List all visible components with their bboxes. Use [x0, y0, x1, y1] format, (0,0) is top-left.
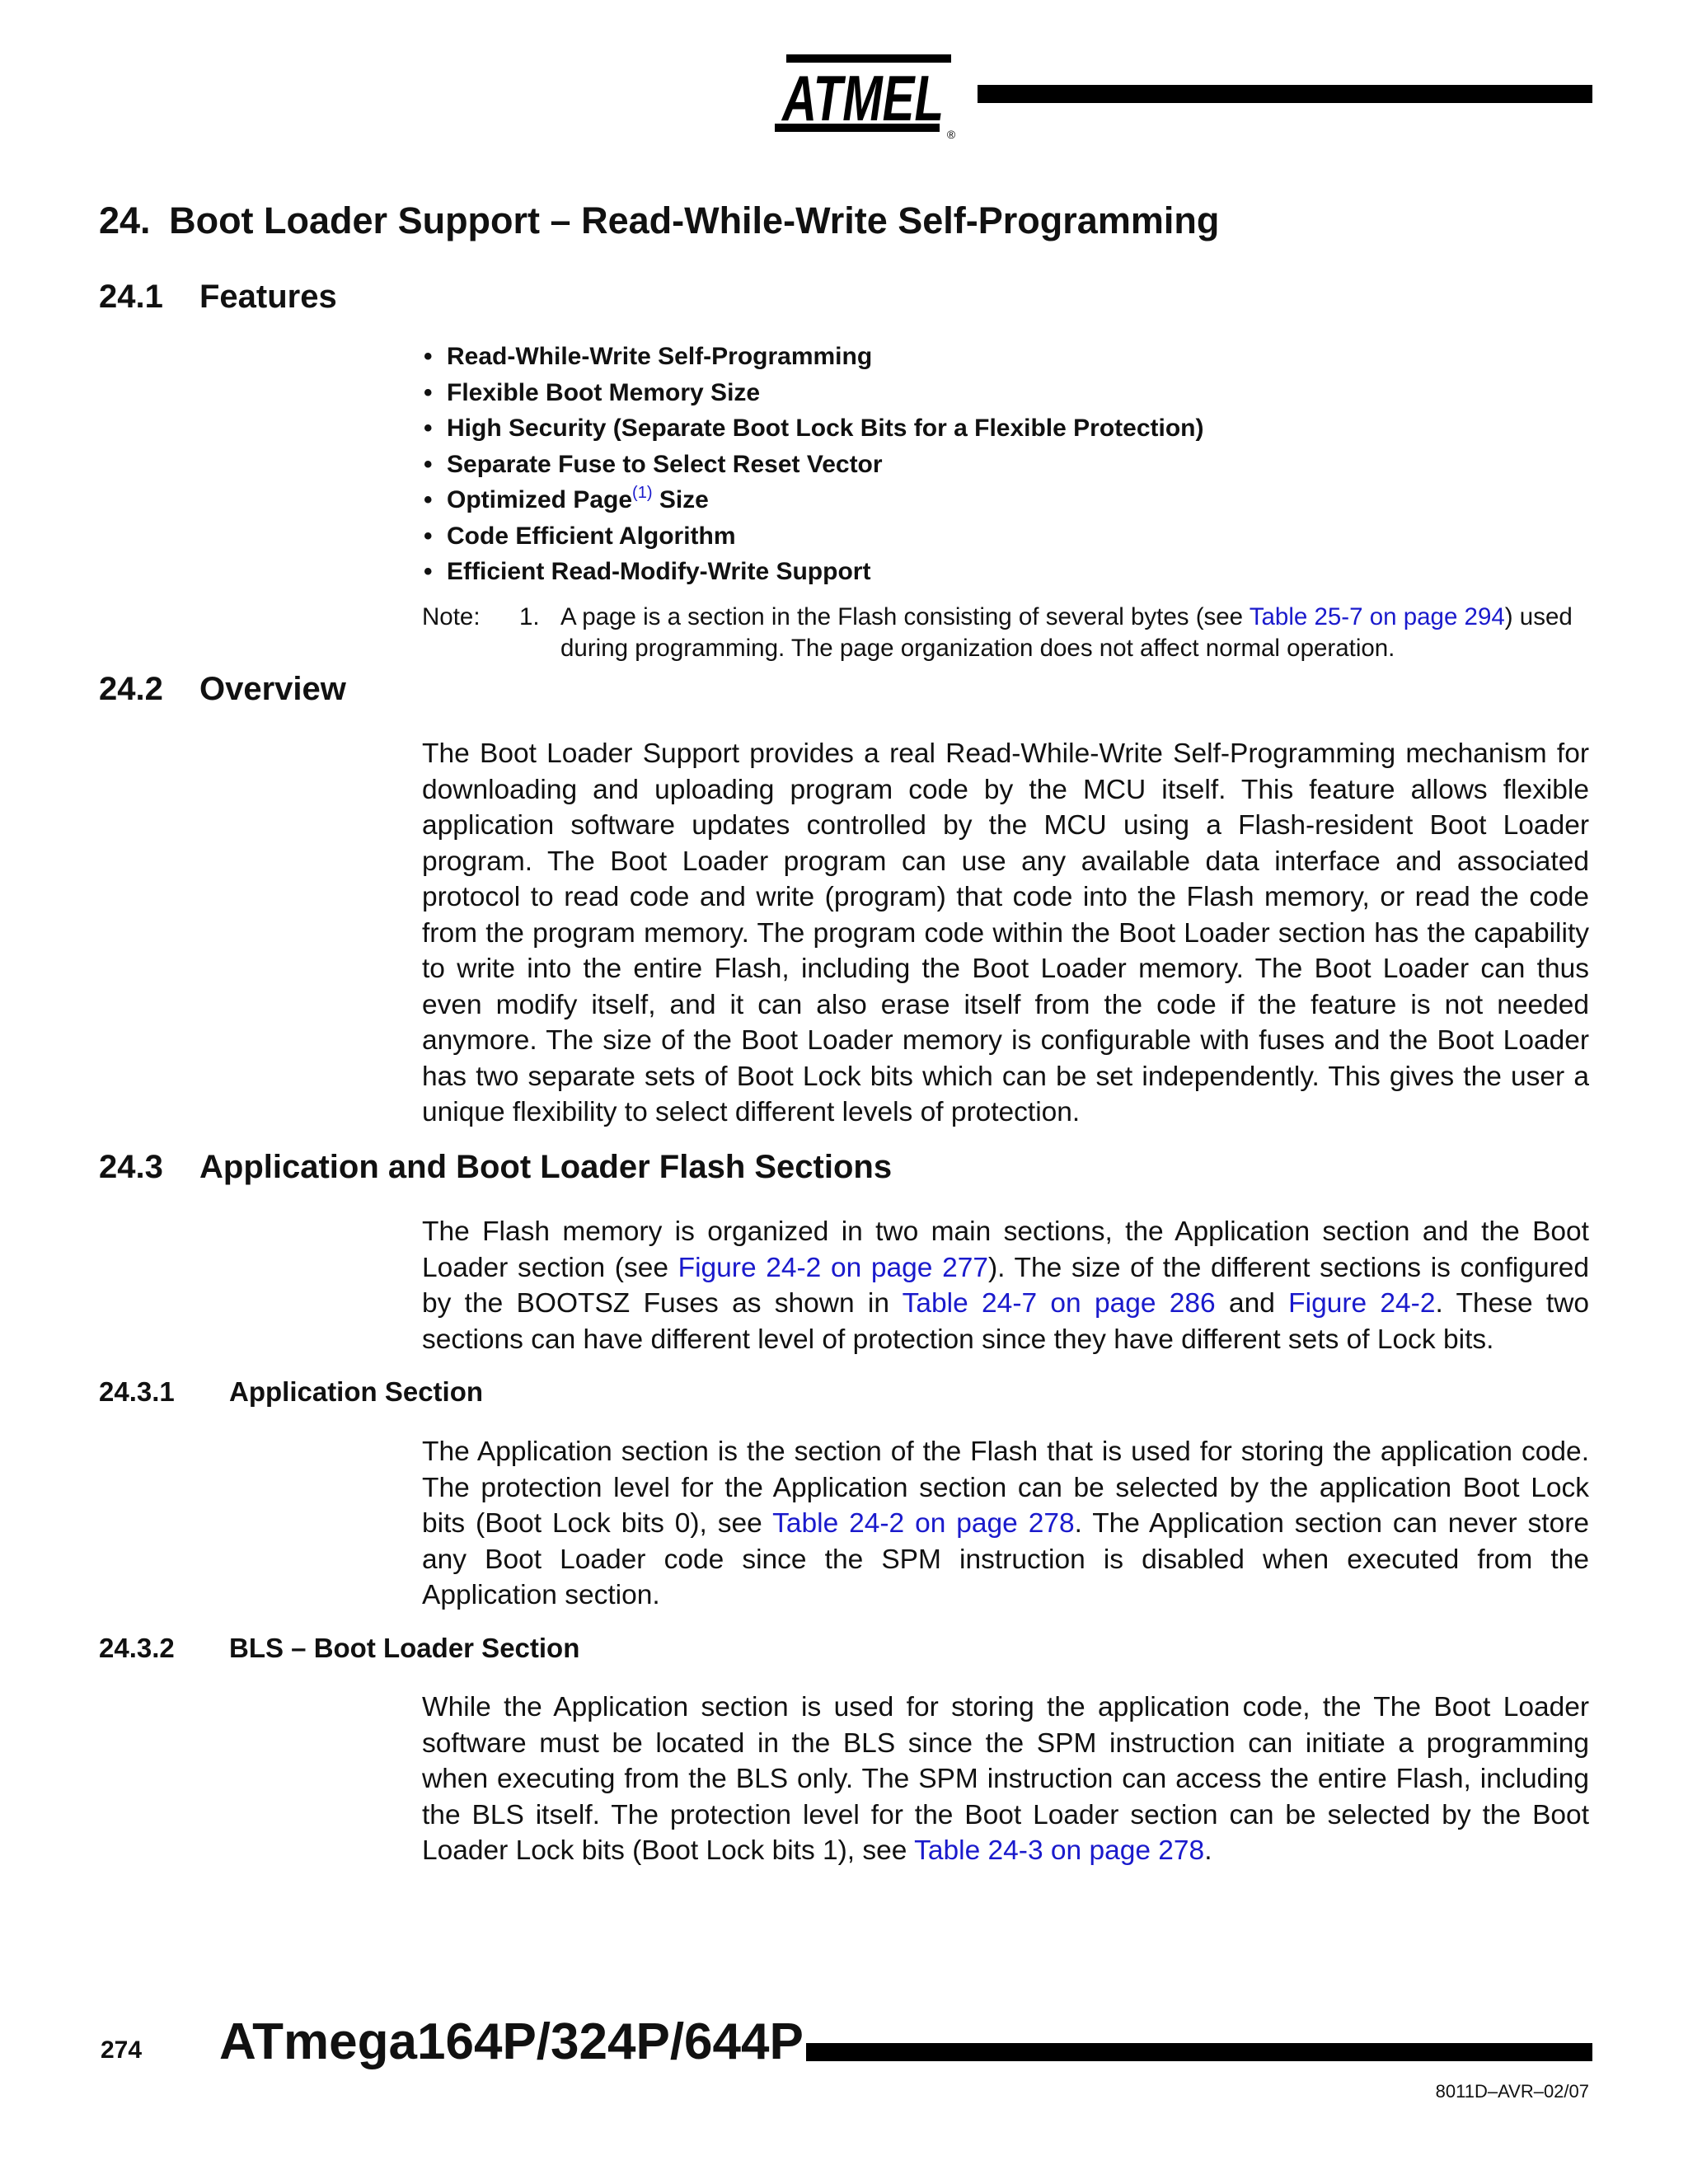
subsection-number: 24.3.1 [99, 1376, 175, 1407]
section-number: 24.1 [99, 279, 163, 315]
subsection-title: Application Section [229, 1376, 484, 1407]
list-item-text: Optimized Page [447, 486, 633, 513]
atmel-logo [775, 48, 958, 140]
subsection-heading-application [99, 1378, 483, 1405]
text-run: and [1215, 1288, 1289, 1319]
chapter-title-text: Boot Loader Support – Read-While-Write Self-Programming [169, 199, 1220, 241]
text-run: . [1204, 1835, 1212, 1866]
section-heading-flash-sections [99, 1151, 892, 1183]
link-table-24-7[interactable]: Table 24-7 on page 286 [902, 1288, 1216, 1319]
section-title: Application and Boot Loader Flash Sections [199, 1149, 893, 1185]
chapter-title [99, 199, 1220, 241]
text-run: . These two sections can have different level of protection since they have different sets of Lock bits. [422, 1288, 1590, 1355]
text-run: The Application section is the section of the Flash that is used for storing the application code. The protection level for the Application section can be selected by the application Boot Lock bits (Boot Lock bits 0), see [422, 1436, 1589, 1539]
list-item: • Efficient Read-Modify-Write Support [422, 554, 1204, 590]
list-item-text: Size [652, 486, 709, 513]
footnote-ref[interactable]: (1) [632, 484, 653, 502]
link-figure-24-2-page-277[interactable]: Figure 24-2 on page 277 [678, 1252, 989, 1283]
list-item [422, 482, 1204, 518]
document-code: 8011D–AVR–02/07 [1435, 2081, 1589, 2102]
list-item: • Flexible Boot Memory Size [422, 375, 1204, 411]
footer-rule [806, 2043, 1592, 2061]
section-title: Features [199, 279, 337, 315]
application-section-paragraph [422, 1434, 1589, 1614]
note-text [560, 602, 1591, 664]
svg-text:®: ® [946, 128, 956, 140]
page-number: 274 [101, 2036, 143, 2064]
note-number: 1. [519, 603, 540, 630]
list-item: • Read-While-Write Self-Programming [422, 339, 1204, 375]
text-run: ). The size of the different sections is configured by the BOOTSZ Fuses as shown in [422, 1252, 1590, 1319]
link-table-25-7[interactable]: Table 25-7 on page 294 [1249, 603, 1505, 630]
section-number: 24.2 [99, 671, 163, 707]
features-list [422, 339, 1204, 590]
flash-sections-paragraph [422, 1214, 1589, 1357]
note-text-part: A page is a section in the Flash consisting of several bytes (see [560, 603, 1250, 630]
link-figure-24-2[interactable]: Figure 24-2 [1288, 1288, 1436, 1319]
text-run: While the Application section is used for storing the application code, the The Boot Loader software must be located in the BLS since the SPM instruction can initiate a programming when executing from the BLS only. The SPM instruction can access the entire Flash, including the BLS itself. The protection level for the Boot Loader section can be selected by the Boot Loader Lock bits (Boot Lock bits 1), see [422, 1692, 1589, 1866]
bls-section-paragraph [422, 1690, 1589, 1869]
section-heading-overview [99, 673, 346, 705]
section-number: 24.3 [99, 1149, 163, 1185]
list-item: • Separate Fuse to Select Reset Vector [422, 447, 1204, 483]
subsection-heading-bls [99, 1634, 579, 1661]
section-title: Overview [199, 671, 346, 707]
list-item: • High Security (Separate Boot Lock Bits for a Flexible Protection) [422, 410, 1204, 447]
chapter-number: 24. [99, 199, 151, 241]
text-run: . The Application section can never store any Boot Loader code since the SPM instruction is disabled when executed from the Application section. [422, 1508, 1589, 1610]
overview-paragraph: The Boot Loader Support provides a real Read-While-Write Self-Programming mechanism for downloading and uploading program code by the MCU itself. This feature allows flexible application software updates controlled by the MCU using a Flash-resident Boot Loader program. The Boot Loader program can use any available data interface and associated protocol to read code and write (program) that code into the Flash memory, or read the code from the program memory. The program code within the Boot Loader section has the capability to write into the entire Flash, including the Boot Loader memory. The Boot Loader can thus even modify itself, and it can also erase itself from the code if the feature is not needed anymore. The size of the Boot Loader memory is configurable with fuses and the Boot Loader has two separate sets of Boot Lock bits which can be set independently. This gives the user a unique flexibility to select different levels of protection. [422, 738, 1589, 1127]
list-item: • Code Efficient Algorithm [422, 518, 1204, 555]
note-text-part: ) used during programming. The page organization does not affect normal operation. [560, 603, 1573, 662]
product-title: ATmega164P/324P/644P [219, 2013, 804, 2070]
text-run: The Flash memory is organized in two main sections, the Application section and the Boot Loader section (see [422, 1216, 1589, 1283]
subsection-number: 24.3.2 [99, 1633, 175, 1663]
svg-text:ATMEL: ATMEL [781, 62, 944, 134]
link-table-24-3[interactable]: Table 24-3 on page 278 [914, 1835, 1205, 1866]
link-table-24-2[interactable]: Table 24-2 on page 278 [772, 1508, 1075, 1539]
header-rule [978, 85, 1592, 103]
subsection-title: BLS – Boot Loader Section [229, 1633, 580, 1663]
note-label: Note: [422, 603, 481, 630]
section-heading-features [99, 280, 337, 313]
